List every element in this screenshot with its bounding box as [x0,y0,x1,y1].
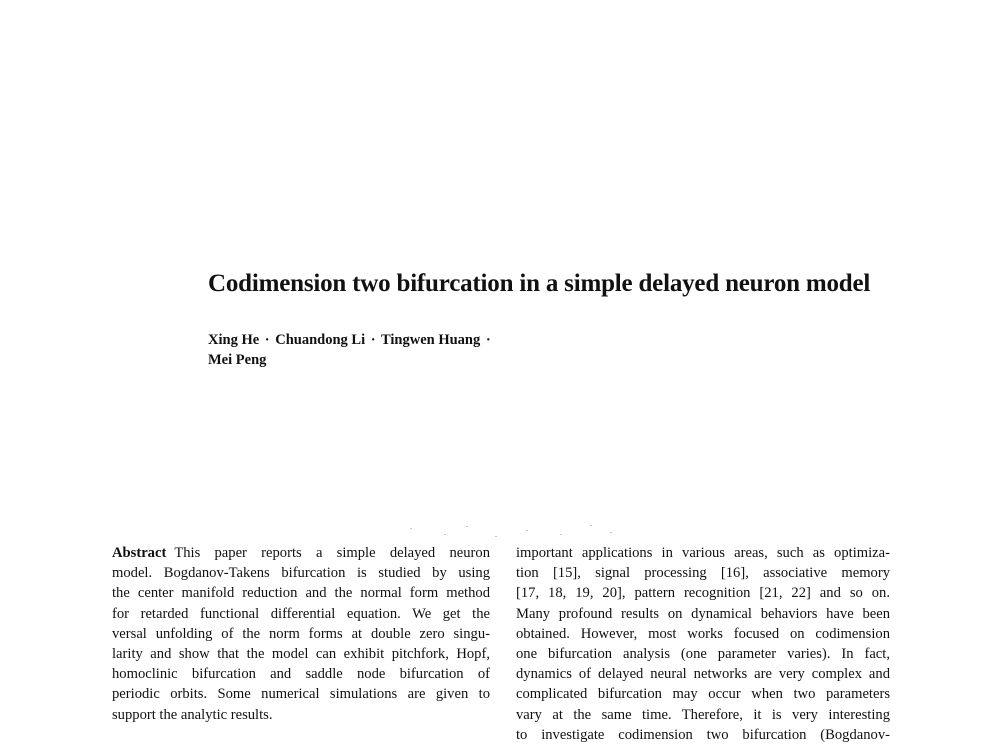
author-name: Chuandong Li [275,332,366,348]
author-line-2 [208,350,493,370]
abstract-line: homoclinic bifurcation and saddle node bifurcation of [112,666,490,683]
author-separator: · [485,332,491,348]
author-name: Mei Peng [208,352,267,368]
abstract-line: Abstract This paper reports a simple delayed neuron [112,545,490,561]
abstract-line: support the analytic results. [112,706,273,723]
abstract-label: Abstract [112,545,167,561]
body-line: one bifurcation analysis (one parameter varies). In fact, [516,645,890,662]
body-line: dynamics of delayed neural networks are very complex and [516,666,890,683]
author-separator: · [264,332,270,348]
abstract-line: the center manifold reduction and the normal form method [112,585,490,602]
abstract-line: model. Bogdanov-Takens bifurcation is studied by using [112,565,490,582]
abstract-column [112,543,490,725]
abstract-line: versal unfolding of the norm forms at double zero singu- [112,625,490,642]
body-line: vary at the same time. Therefore, it is very interesting [516,706,890,723]
body-line: to investigate codimension two bifurcation (Bogdanov- [516,726,890,743]
body-line: important applications in various areas, such as optimiza- [516,545,890,561]
body-line: Many profound results on dynamical behaviors have been [516,605,890,622]
abstract-line: for retarded functional differential equation. We get the [112,605,490,622]
abstract-line: periodic orbits. Some numerical simulations are given to [112,686,490,703]
body-line: tion [15], signal processing [16], associative memory [516,565,890,582]
body-line: complicated bifurcation may occur when two parameters [516,686,890,703]
scan-specks [400,522,630,542]
paper-title: Codimension two bifurcation in a simple delayed neuron model [208,270,871,297]
author-name: Tingwen Huang [380,332,481,348]
author-list [208,330,493,370]
author-line-1 [208,330,493,350]
abstract-line: larity and show that the model can exhibit pitchfork, Hopf, [112,645,490,662]
author-name: Xing He [208,332,260,348]
author-separator: · [370,332,376,348]
body-line: [17, 18, 19, 20], pattern recognition [21, 22] and so on. [516,585,890,602]
body-column-right [516,543,890,745]
body-line: obtained. However, most works focused on codimension [516,625,890,642]
